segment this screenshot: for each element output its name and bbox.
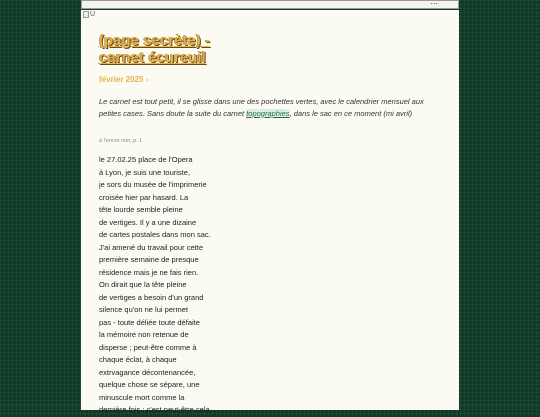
poem-line: silence qu'on ne lui permet bbox=[99, 305, 188, 314]
poem-line: pas - toute déliée toute défaite bbox=[99, 317, 200, 327]
poem-line: quelque chose se sépare, une bbox=[99, 380, 200, 389]
poem-line: de vertiges a besoin d'un grand bbox=[99, 292, 204, 302]
intro-text-after: , dans le sac en ce moment (mi avril) bbox=[289, 108, 413, 118]
poem-line: première semaine de presque bbox=[99, 255, 199, 264]
intro-text-before: Le carnet est tout petit, il se glisse dans une des pochettes vertes, avec le calendrier mensuel aux petites cases. Sans doute la suite du carnet bbox=[99, 97, 424, 118]
poem-line: extrvagance décontenancée, bbox=[99, 367, 196, 377]
poem-line: de cartes postales dans mon sac. bbox=[99, 230, 211, 239]
poem-line: On dirait que la tête pleine bbox=[99, 280, 187, 289]
poem-line: croisée hier par hasard. La bbox=[99, 192, 189, 202]
poem-line: la mémoire non retenue de bbox=[99, 330, 189, 339]
poem-line: chaque éclat, à chaque bbox=[99, 355, 177, 364]
top-bar bbox=[81, 0, 459, 9]
page-title[interactable] bbox=[99, 32, 429, 66]
ink-note: à l'encre noir, p. 1 bbox=[99, 138, 143, 144]
poem-line: minuscule mort comme la bbox=[99, 392, 185, 402]
poem-line: disperse ; peut-être comme à bbox=[99, 342, 197, 352]
poem-line: J'ai amené du travail pour cette bbox=[99, 242, 203, 252]
poem-line: dernière fois : c'est peut-être cela bbox=[99, 405, 210, 414]
poem-line: je sors du musée de l'imprimerie bbox=[99, 180, 207, 189]
title-line-1[interactable]: (page secrète) - bbox=[99, 32, 210, 49]
poem-text bbox=[99, 154, 299, 417]
title-line-2[interactable]: carnet écureuil bbox=[99, 49, 206, 66]
poem-line: tête lourde semble pleine bbox=[99, 205, 183, 214]
intro-paragraph bbox=[99, 96, 429, 119]
poem-line: de vertiges. Il y a une dizaine bbox=[99, 217, 197, 227]
post-date: février 2025 - bbox=[99, 75, 149, 84]
page-content bbox=[81, 10, 459, 414]
broken-image-icon bbox=[83, 11, 89, 18]
poem-line: à Lyon, je suis une touriste, bbox=[99, 167, 191, 177]
more-menu-icon[interactable]: ... bbox=[430, 0, 438, 6]
image-alt-text: U bbox=[90, 11, 96, 18]
topographies-link[interactable]: topographies bbox=[246, 108, 290, 118]
broken-image bbox=[83, 11, 95, 18]
poem-line: le 27.02.25 place de l'Opera bbox=[99, 155, 193, 164]
poem-line: résidence mais je ne fais rien. bbox=[99, 267, 199, 277]
